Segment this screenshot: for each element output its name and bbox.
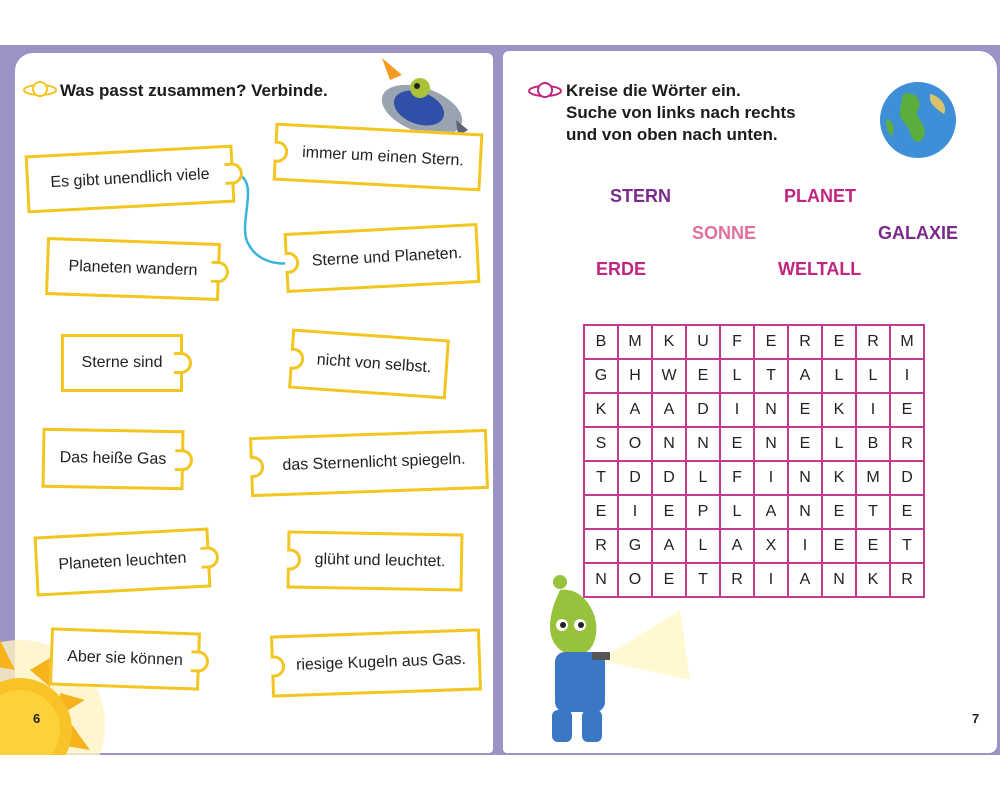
grid-cell[interactable]: E <box>822 325 856 359</box>
grid-cell[interactable]: R <box>890 563 924 597</box>
grid-cell[interactable]: U <box>686 325 720 359</box>
grid-row <box>584 393 924 427</box>
grid-cell[interactable]: N <box>652 427 686 461</box>
search-word: ERDE <box>596 259 647 279</box>
grid-cell[interactable]: E <box>822 529 856 563</box>
grid-cell[interactable]: E <box>754 325 788 359</box>
grid-cell[interactable]: M <box>890 325 924 359</box>
grid-cell[interactable]: H <box>618 359 652 393</box>
grid-cell[interactable]: L <box>686 461 720 495</box>
grid-cell[interactable]: T <box>686 563 720 597</box>
card-text: Planeten wandern <box>68 257 198 280</box>
grid-cell[interactable]: D <box>686 393 720 427</box>
grid-cell[interactable]: E <box>822 495 856 529</box>
word-search-grid <box>583 324 925 598</box>
card-text: Es gibt unendlich viele <box>50 165 210 192</box>
right-card-6[interactable] <box>270 628 482 697</box>
card-text: nicht von selbst. <box>316 351 432 377</box>
grid-cell[interactable]: N <box>754 393 788 427</box>
grid-cell[interactable]: A <box>652 529 686 563</box>
planet-icon <box>527 80 563 102</box>
grid-cell[interactable]: X <box>754 529 788 563</box>
grid-cell[interactable]: G <box>618 529 652 563</box>
grid-row <box>584 495 924 529</box>
search-word: GALAXIE <box>878 223 959 243</box>
grid-cell[interactable]: E <box>856 529 890 563</box>
grid-cell[interactable]: R <box>856 325 890 359</box>
grid-cell[interactable]: L <box>720 495 754 529</box>
grid-cell[interactable]: O <box>618 427 652 461</box>
left-card-2[interactable] <box>45 237 221 301</box>
left-card-4[interactable] <box>41 428 184 490</box>
page-number-left: 6 <box>33 711 41 726</box>
search-word: PLANET <box>784 186 856 206</box>
card-text: glüht und leuchtet. <box>314 550 446 571</box>
grid-cell[interactable]: F <box>720 325 754 359</box>
grid-cell[interactable]: E <box>584 495 618 529</box>
grid-cell[interactable]: I <box>618 495 652 529</box>
grid-cell[interactable]: R <box>584 529 618 563</box>
grid-cell[interactable]: I <box>890 359 924 393</box>
right-card-5[interactable] <box>287 530 464 591</box>
grid-row <box>584 359 924 393</box>
grid-cell[interactable]: E <box>890 393 924 427</box>
grid-cell[interactable]: N <box>686 427 720 461</box>
grid-cell[interactable]: K <box>652 325 686 359</box>
right-heading-line-3: und von oben nach unten. <box>566 125 778 144</box>
grid-cell[interactable]: E <box>652 495 686 529</box>
right-card-3[interactable] <box>288 329 450 400</box>
grid-cell[interactable]: N <box>584 563 618 597</box>
planet-icon <box>22 79 58 101</box>
grid-cell[interactable]: K <box>822 393 856 427</box>
grid-cell[interactable]: L <box>686 529 720 563</box>
left-heading: Was passt zusammen? Verbinde. <box>60 81 328 100</box>
left-card-1[interactable] <box>25 145 236 214</box>
grid-row <box>584 461 924 495</box>
grid-cell[interactable]: F <box>720 461 754 495</box>
earth-illustration <box>878 80 958 160</box>
grid-cell[interactable]: I <box>720 393 754 427</box>
grid-cell[interactable]: M <box>618 325 652 359</box>
right-heading-line-2: Suche von links nach rechts <box>566 103 796 122</box>
grid-row <box>584 325 924 359</box>
grid-cell[interactable]: T <box>890 529 924 563</box>
grid-cell[interactable]: D <box>618 461 652 495</box>
grid-cell[interactable]: I <box>754 461 788 495</box>
grid-cell[interactable]: R <box>720 563 754 597</box>
right-card-1[interactable] <box>273 123 484 192</box>
grid-cell[interactable]: L <box>720 359 754 393</box>
grid-cell[interactable]: P <box>686 495 720 529</box>
grid-cell[interactable]: N <box>822 563 856 597</box>
card-text: das Sternenlicht spiegeln. <box>282 450 466 475</box>
grid-cell[interactable]: W <box>652 359 686 393</box>
grid-cell[interactable]: K <box>822 461 856 495</box>
right-card-4[interactable] <box>249 429 489 497</box>
grid-cell[interactable]: N <box>754 427 788 461</box>
grid-cell[interactable]: D <box>652 461 686 495</box>
grid-cell[interactable]: A <box>652 393 686 427</box>
grid-cell[interactable]: A <box>618 393 652 427</box>
right-card-2[interactable] <box>284 223 481 293</box>
grid-cell[interactable]: D <box>890 461 924 495</box>
grid-cell[interactable]: R <box>788 325 822 359</box>
grid-cell[interactable]: O <box>618 563 652 597</box>
grid-cell[interactable]: I <box>856 393 890 427</box>
card-text: Das heiße Gas <box>59 449 167 468</box>
card-text: Sterne und Planeten. <box>311 244 463 270</box>
grid-cell[interactable]: L <box>822 427 856 461</box>
grid-cell[interactable]: B <box>856 427 890 461</box>
left-card-5[interactable] <box>34 527 212 596</box>
grid-cell[interactable]: K <box>584 393 618 427</box>
alien-illustration <box>530 570 690 750</box>
grid-cell[interactable]: I <box>788 529 822 563</box>
grid-cell[interactable]: N <box>788 461 822 495</box>
card-text: immer um einen Stern. <box>301 144 465 170</box>
right-heading-line-1: Kreise die Wörter ein. <box>566 81 741 100</box>
grid-cell[interactable]: B <box>584 325 618 359</box>
grid-cell[interactable]: L <box>822 359 856 393</box>
grid-cell[interactable]: R <box>890 427 924 461</box>
grid-row <box>584 529 924 563</box>
page-number-right: 7 <box>972 711 980 726</box>
card-text: Aber sie können <box>66 647 184 670</box>
grid-cell[interactable]: E <box>686 359 720 393</box>
grid-cell[interactable]: S <box>584 427 618 461</box>
grid-cell[interactable]: A <box>754 495 788 529</box>
search-word: SONNE <box>692 223 757 243</box>
grid-cell[interactable]: T <box>754 359 788 393</box>
grid-cell[interactable]: T <box>856 495 890 529</box>
grid-cell[interactable]: E <box>890 495 924 529</box>
grid-cell[interactable]: I <box>754 563 788 597</box>
grid-cell[interactable]: A <box>788 563 822 597</box>
grid-cell[interactable]: A <box>788 359 822 393</box>
grid-cell[interactable]: A <box>720 529 754 563</box>
grid-cell[interactable]: M <box>856 461 890 495</box>
grid-cell[interactable]: K <box>856 563 890 597</box>
search-word: WELTALL <box>778 259 862 279</box>
grid-row <box>584 427 924 461</box>
grid-cell[interactable]: E <box>788 393 822 427</box>
left-card-6[interactable] <box>49 627 201 690</box>
grid-cell[interactable]: E <box>788 427 822 461</box>
grid-cell[interactable]: E <box>652 563 686 597</box>
grid-cell[interactable]: N <box>788 495 822 529</box>
card-text: riesige Kugeln aus Gas. <box>295 650 467 674</box>
grid-cell[interactable]: G <box>584 359 618 393</box>
card-text: Planeten leuchten <box>58 549 187 574</box>
grid-cell[interactable]: L <box>856 359 890 393</box>
card-text: Sterne sind <box>81 354 163 371</box>
left-card-3[interactable] <box>61 334 183 392</box>
grid-cell[interactable]: T <box>584 461 618 495</box>
search-word: STERN <box>610 186 672 206</box>
grid-cell[interactable]: E <box>720 427 754 461</box>
